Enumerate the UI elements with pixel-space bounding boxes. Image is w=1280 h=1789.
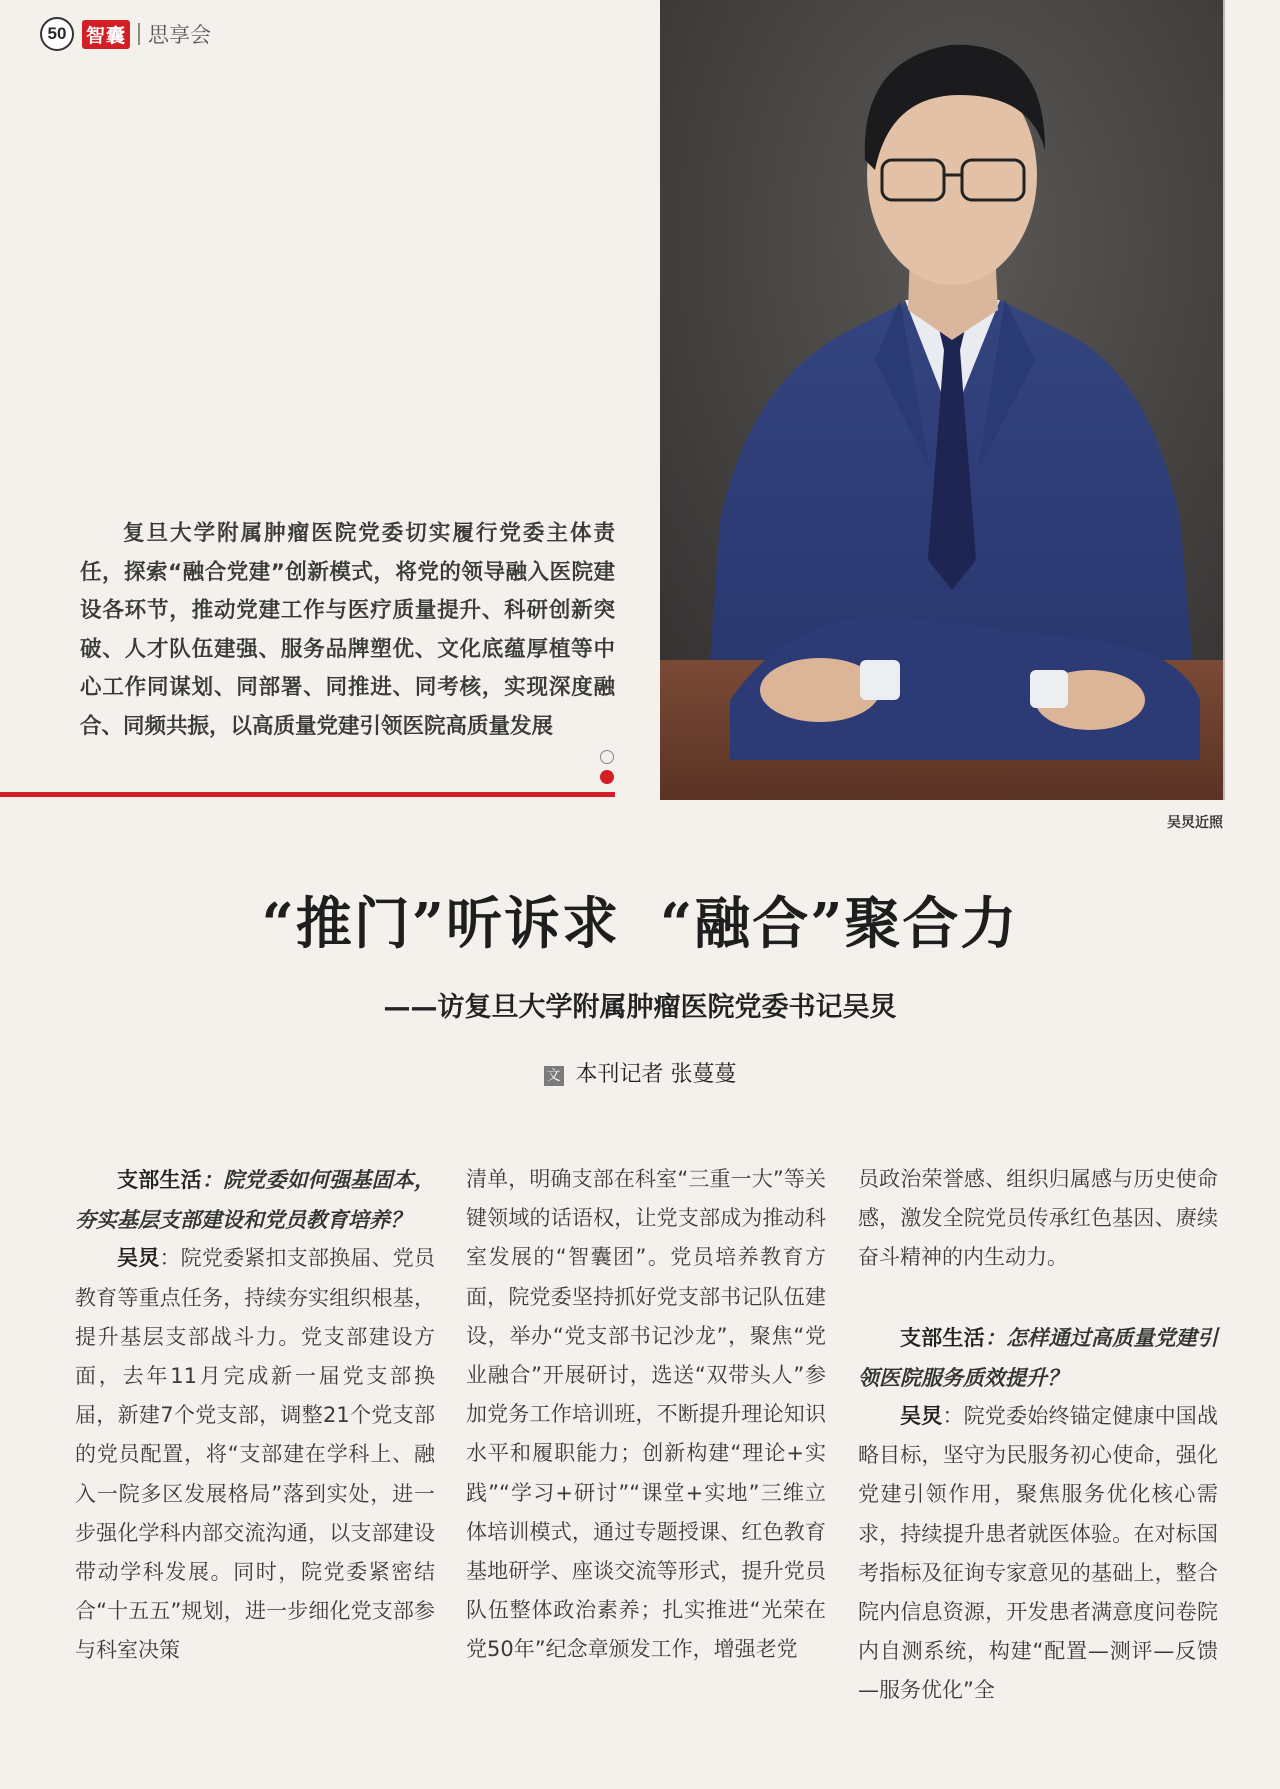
question-text: ：怎样通过高质量党建引领医院服务质效提升？ bbox=[858, 1324, 1219, 1390]
section-name: 思享会 bbox=[148, 23, 212, 47]
answer-1 bbox=[75, 1239, 435, 1670]
article-title bbox=[0, 880, 1280, 960]
question-text: ：院党委如何强基固本，夯实基层支部建设和党员教育培养？ bbox=[75, 1167, 436, 1233]
red-rule bbox=[0, 792, 615, 797]
question-label: 支部生活 bbox=[900, 1325, 985, 1350]
question-2 bbox=[858, 1318, 1218, 1397]
answer-1-end: 员政治荣誉感、组织归属感与历史使命感，激发全院党员传承红色基因、赓续奋斗精神的内生动力。 bbox=[858, 1167, 1218, 1270]
byline-text: 本刊记者 张蔓蔓 bbox=[575, 1062, 737, 1087]
title-part-2: “融合”聚合力 bbox=[660, 891, 1019, 957]
question-1 bbox=[75, 1160, 435, 1239]
answer-text: ：院党委始终锚定健康中国战略目标，坚守为民服务初心使命，强化党建引领作用，聚焦服务优化核心需求，持续提升患者就医体验。在对标国考指标及征询专家意见的基础上，整合院内信息资源，开发患者满意度问卷院内自测系统，构建“配置—测评—反馈—服务优化”全 bbox=[858, 1404, 1219, 1703]
column-2 bbox=[466, 1160, 826, 1670]
article-subtitle: ——访复旦大学附属肿瘤医院党委书记吴炅 bbox=[383, 992, 897, 1023]
title-part-1: “推门”听诉求 bbox=[261, 891, 620, 957]
paragraph-gap bbox=[858, 1278, 1218, 1318]
brand-logo: 智囊 bbox=[82, 20, 130, 49]
question-label: 支部生活 bbox=[117, 1168, 202, 1192]
open-circle-ornament bbox=[600, 750, 614, 764]
answer-1-continued: 清单，明确支部在科室“三重一大”等关键领域的话语权，让党支部成为推动科室发展的“智囊团”。党员培养教育方面，院党委坚持抓好党支部书记队伍建设，举办“党支部书记沙龙”，聚焦“党业融合”开展研讨，选送“双带头人”参加党务工作培训班，不断提升理论知识水平和履职能力；创新构建“理论+实践”“学习+研讨”“课堂+实地”三维立体培训模式，通过专题授课、红色教育基地研学、座谈交流等形式，提升党员队伍整体政治素养；扎实推进“光荣在党50年”纪念章颁发工作，增强老党 bbox=[466, 1167, 826, 1662]
red-dot-ornament bbox=[600, 770, 614, 784]
page-number: 50 bbox=[40, 17, 74, 51]
answer-2 bbox=[858, 1397, 1218, 1711]
header-divider bbox=[138, 23, 140, 45]
answer-speaker: 吴炅 bbox=[117, 1246, 160, 1271]
photo-caption: 吴炅近照 bbox=[1167, 815, 1223, 831]
wen-icon: 文 bbox=[544, 1066, 564, 1086]
intro-paragraph: 复旦大学附属肿瘤医院党委切实履行党委主体责任，探索“融合党建”创新模式，将党的领导融入医院建设各环节，推动党建工作与医疗质量提升、科研创新突破、人才队伍建强、服务品牌塑优、文化底蕴厚植等中心工作同谋划、同部署、同推进、同考核，实现深度融合、同频共振，以高质量党建引领医院高质量发展 bbox=[80, 521, 615, 739]
column-3 bbox=[858, 1160, 1218, 1711]
portrait-illustration bbox=[660, 0, 1223, 800]
answer-speaker: 吴炅 bbox=[900, 1404, 943, 1429]
page-header bbox=[40, 16, 211, 52]
byline bbox=[0, 1057, 1280, 1088]
answer-text: ：院党委紧扣支部换届、党员教育等重点任务，持续夯实组织根基，提升基层支部战斗力。党支部建设方面，去年11月完成新一届党支部换届，新建7个党支部，调整21个党支部的党员配置，将“支部建在学科上、融入一院多区发展格局”落到实处，进一步强化学科内部交流沟通，以支部建设带动学科发展。同时，院党委紧密结合“十五五”规划，进一步细化党支部参与科室决策 bbox=[75, 1246, 436, 1663]
column-1 bbox=[75, 1160, 435, 1671]
portrait-photo bbox=[660, 0, 1225, 800]
